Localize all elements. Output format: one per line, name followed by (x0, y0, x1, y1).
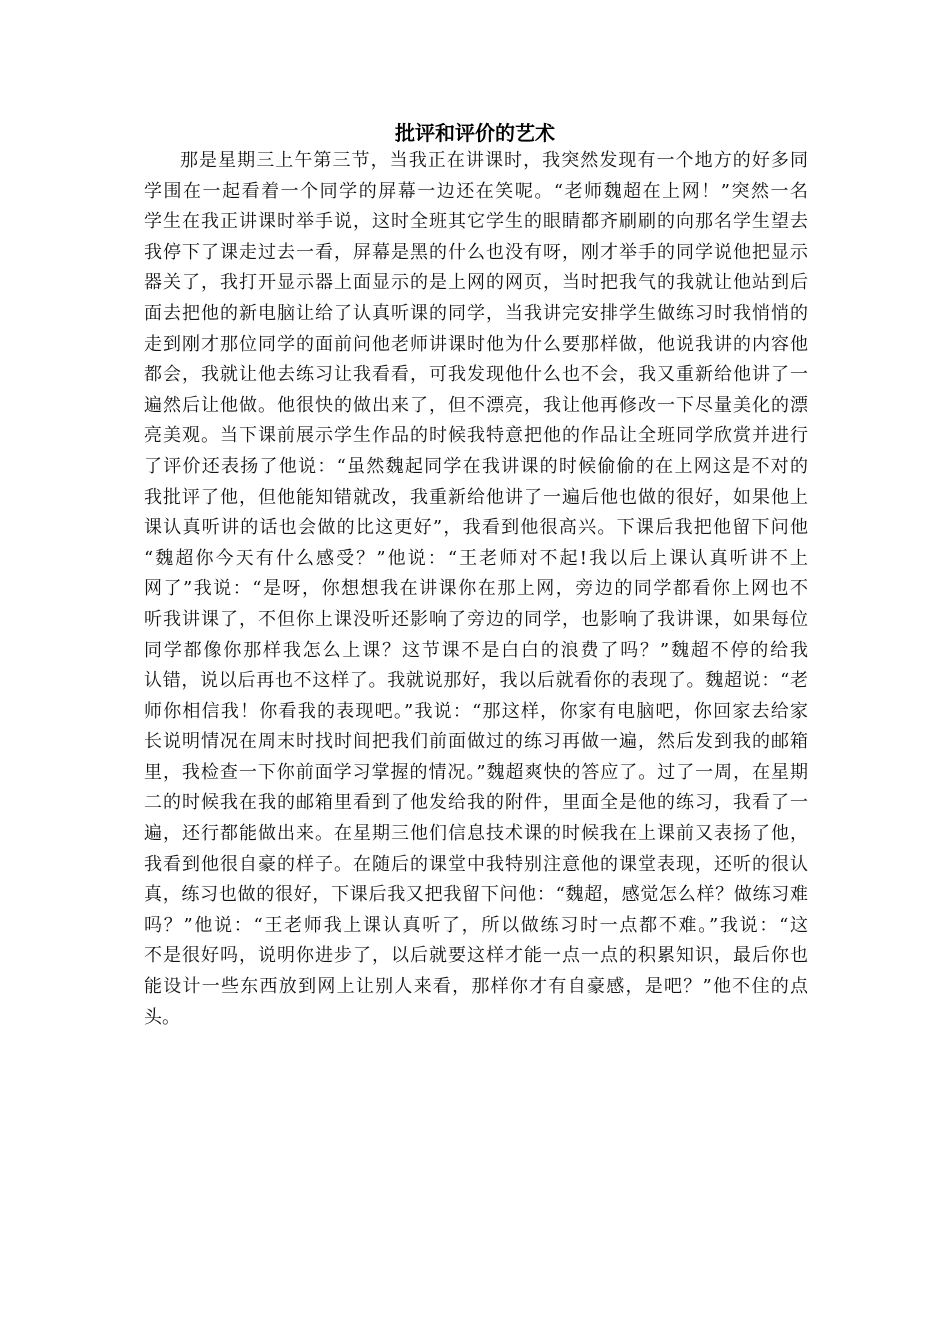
paragraph-line: 头。 (144, 1006, 180, 1028)
paragraph-line: 真，练习也做的很好，下课后我又把我留下问他：“魏超，感觉怎么样？做练习难 (144, 884, 808, 906)
paragraph-line: 我看到他很自豪的样子。在随后的课堂中我特别注意他的课堂表现，还听的很认 (144, 853, 808, 875)
paragraph-line: 我批评了他，但他能知错就改，我重新给他讲了一遍后他也做的很好，如果他上 (144, 486, 808, 508)
document-title: 批评和评价的艺术 (395, 121, 555, 145)
paragraph-line: 遍然后让他做。他很快的做出来了，但不漂亮，我让他再修改一下尽量美化的漂 (144, 394, 808, 416)
paragraph-line: 认错，说以后再也不这样了。我就说那好，我以后就看你的表现了。魏超说：“老 (144, 670, 808, 692)
paragraph-line: 课认真听讲的话也会做的比这更好”，我看到他很高兴。下课后我把他留下问他 (144, 517, 808, 539)
paragraph-line: 了评价还表扬了他说：“虽然魏起同学在我讲课的时候偷偷的在上网这是不对的 (144, 455, 808, 477)
paragraph-line: 都会，我就让他去练习让我看看，可我发现他什么也不会，我又重新给他讲了一 (144, 364, 808, 386)
paragraph-line: 吗？”他说：“王老师我上课认真听了，所以做练习时一点都不难。”我说：“这 (144, 914, 808, 936)
paragraph-line: 我停下了课走过去一看，屏幕是黑的什么也没有呀，刚才举手的同学说他把显示 (144, 241, 808, 263)
paragraph-line: 学生在我正讲课时举手说，这时全班其它学生的眼睛都齐刷刷的向那名学生望去 (144, 211, 808, 233)
paragraph-line: 遍，还行都能做出来。在星期三他们信息技术课的时候我在上课前又表扬了他， (144, 823, 808, 845)
paragraph-line: 走到刚才那位同学的面前问他老师讲课时他为什么要那样做，他说我讲的内容他 (144, 333, 808, 355)
paragraph-line: 师你相信我！你看我的表现吧。”我说：“那这样，你家有电脑吧，你回家去给家 (144, 700, 808, 722)
paragraph-line: 网了”我说：“是呀，你想想我在讲课你在那上网，旁边的同学都看你上网也不 (144, 578, 808, 600)
paragraph-line: 同学都像你那样我怎么上课？这节课不是白白的浪费了吗？”魏超不停的给我 (144, 639, 808, 661)
paragraph-line: 器关了，我打开显示器上面显示的是上网的网页，当时把我气的我就让他站到后 (144, 272, 808, 294)
document-body (144, 146, 808, 1033)
paragraph-line: 长说明情况在周末时找时间把我们前面做过的练习再做一遍，然后发到我的邮箱 (144, 731, 808, 753)
paragraph-line: 不是很好吗，说明你进步了，以后就要这样才能一点一点的积累知识，最后你也 (144, 945, 808, 967)
paragraph-line: 二的时候我在我的邮箱里看到了他发给我的附件，里面全是他的练习，我看了一 (144, 792, 808, 814)
paragraph-line: “魏超你今天有什么感受？”他说：“王老师对不起!我以后上课认真听讲不上 (144, 547, 808, 569)
paragraph-line: 里，我检查一下你前面学习掌握的情况。”魏超爽快的答应了。过了一周，在星期 (144, 761, 808, 783)
paragraph-line: 学围在一起看着一个同学的屏幕一边还在笑呢。“老师魏超在上网！”突然一名 (144, 180, 808, 202)
paragraph-line: 亮美观。当下课前展示学生作品的时候我特意把他的作品让全班同学欣赏并进行 (144, 425, 808, 447)
paragraph-line: 听我讲课了，不但你上课没听还影响了旁边的同学，也影响了我讲课，如果每位 (144, 608, 808, 630)
paragraph-line: 面去把他的新电脑让给了认真听课的同学，当我讲完安排学生做练习时我悄悄的 (144, 302, 808, 324)
paragraph-line: 能设计一些东西放到网上让别人来看，那样你才有自豪感，是吧？”他不住的点 (144, 976, 808, 998)
paragraph-line: 那是星期三上午第三节，当我正在讲课时，我突然发现有一个地方的好多同 (180, 150, 808, 171)
